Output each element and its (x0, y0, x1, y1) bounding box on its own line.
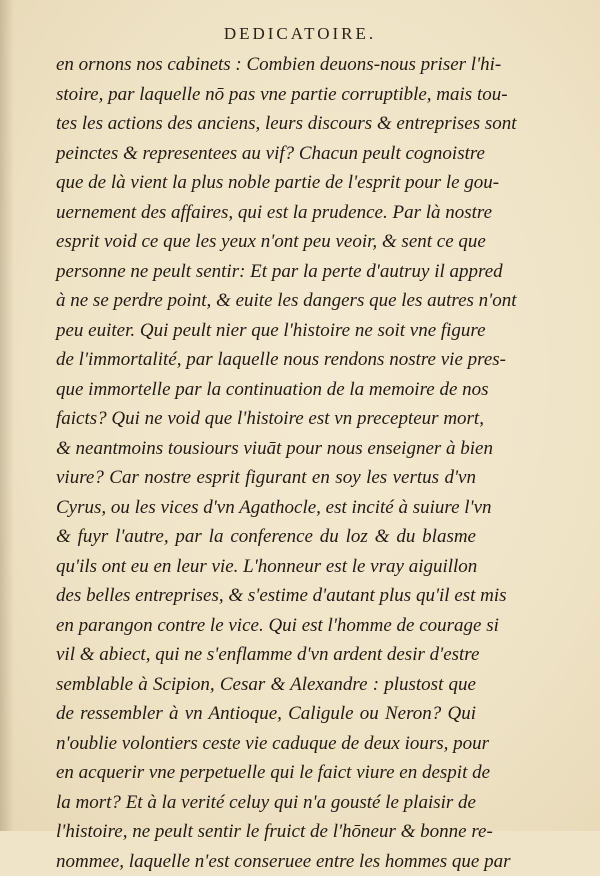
text-line: personne ne peult sentir: Et par la perte d'autruy il appred (56, 257, 476, 287)
text-line: la mort? Et à la verité celuy qui n'a gousté le plaisir de (56, 788, 476, 818)
text-line: viure? Car nostre esprit figurant en soy les vertus d'vn (56, 463, 476, 493)
text-line: en parangon contre le vice. Qui est l'homme de courage si (56, 611, 476, 641)
gutter-shadow (0, 0, 14, 831)
text-line: que immortelle par la continuation de la memoire de nos (56, 375, 476, 405)
text-line: faicts? Qui ne void que l'histoire est vn precepteur mort, (56, 404, 476, 434)
text-line: l'histoire, ne peult sentir le fruict de l'hōneur & bonne re- (56, 817, 476, 847)
text-line: Cyrus, ou les vices d'vn Agathocle, est incité à suiure l'vn (56, 493, 476, 523)
text-line: de l'immortalité, par laquelle nous rendons nostre vie pres- (56, 345, 476, 375)
text-line: à ne se perdre point, & euite les dangers que les autres n'ont (56, 286, 476, 316)
text-line: vil & abiect, qui ne s'enflamme d'vn ardent desir d'estre (56, 640, 476, 670)
text-line: que de là vient la plus noble partie de l'esprit pour le gou- (56, 168, 476, 198)
text-line: en acquerir vne perpetuelle qui le faict viure en despit de (56, 758, 476, 788)
text-line: peu euiter. Qui peult nier que l'histoire ne soit vne figure (56, 316, 476, 346)
text-line: esprit void ce que les yeux n'ont peu veoir, & sent ce que (56, 227, 476, 257)
text-line: qu'ils ont eu en leur vie. L'honneur est le vray aiguillon (56, 552, 476, 582)
text-line: stoire, par laquelle nō pas vne partie corruptible, mais tou- (56, 80, 476, 110)
text-line: semblable à Scipion, Cesar & Alexandre : plustost que (56, 670, 476, 700)
text-line: & neantmoins tousiours viuāt pour nous enseigner à bien (56, 434, 476, 464)
text-line: peinctes & representees au vif? Chacun peult cognoistre (56, 139, 476, 169)
text-line: tes les actions des anciens, leurs discours & entreprises sont (56, 109, 476, 139)
body-text (56, 50, 476, 876)
text-line: uernement des affaires, qui est la prudence. Par là nostre (56, 198, 476, 228)
running-title: DEDICATOIRE. (0, 24, 600, 44)
text-line: de ressembler à vn Antioque, Caligule ou Neron? Qui (56, 699, 476, 729)
text-line: des belles entreprises, & s'estime d'autant plus qu'il est mis (56, 581, 476, 611)
text-line: n'oublie volontiers ceste vie caduque de deux iours, pour (56, 729, 476, 759)
text-line: & fuyr l'autre, par la conference du loz & du blasme (56, 522, 476, 552)
text-line: en ornons nos cabinets : Combien deuons-nous priser l'hi- (56, 50, 476, 80)
text-line: nommee, laquelle n'est conseruee entre les hommes que par (56, 847, 476, 876)
